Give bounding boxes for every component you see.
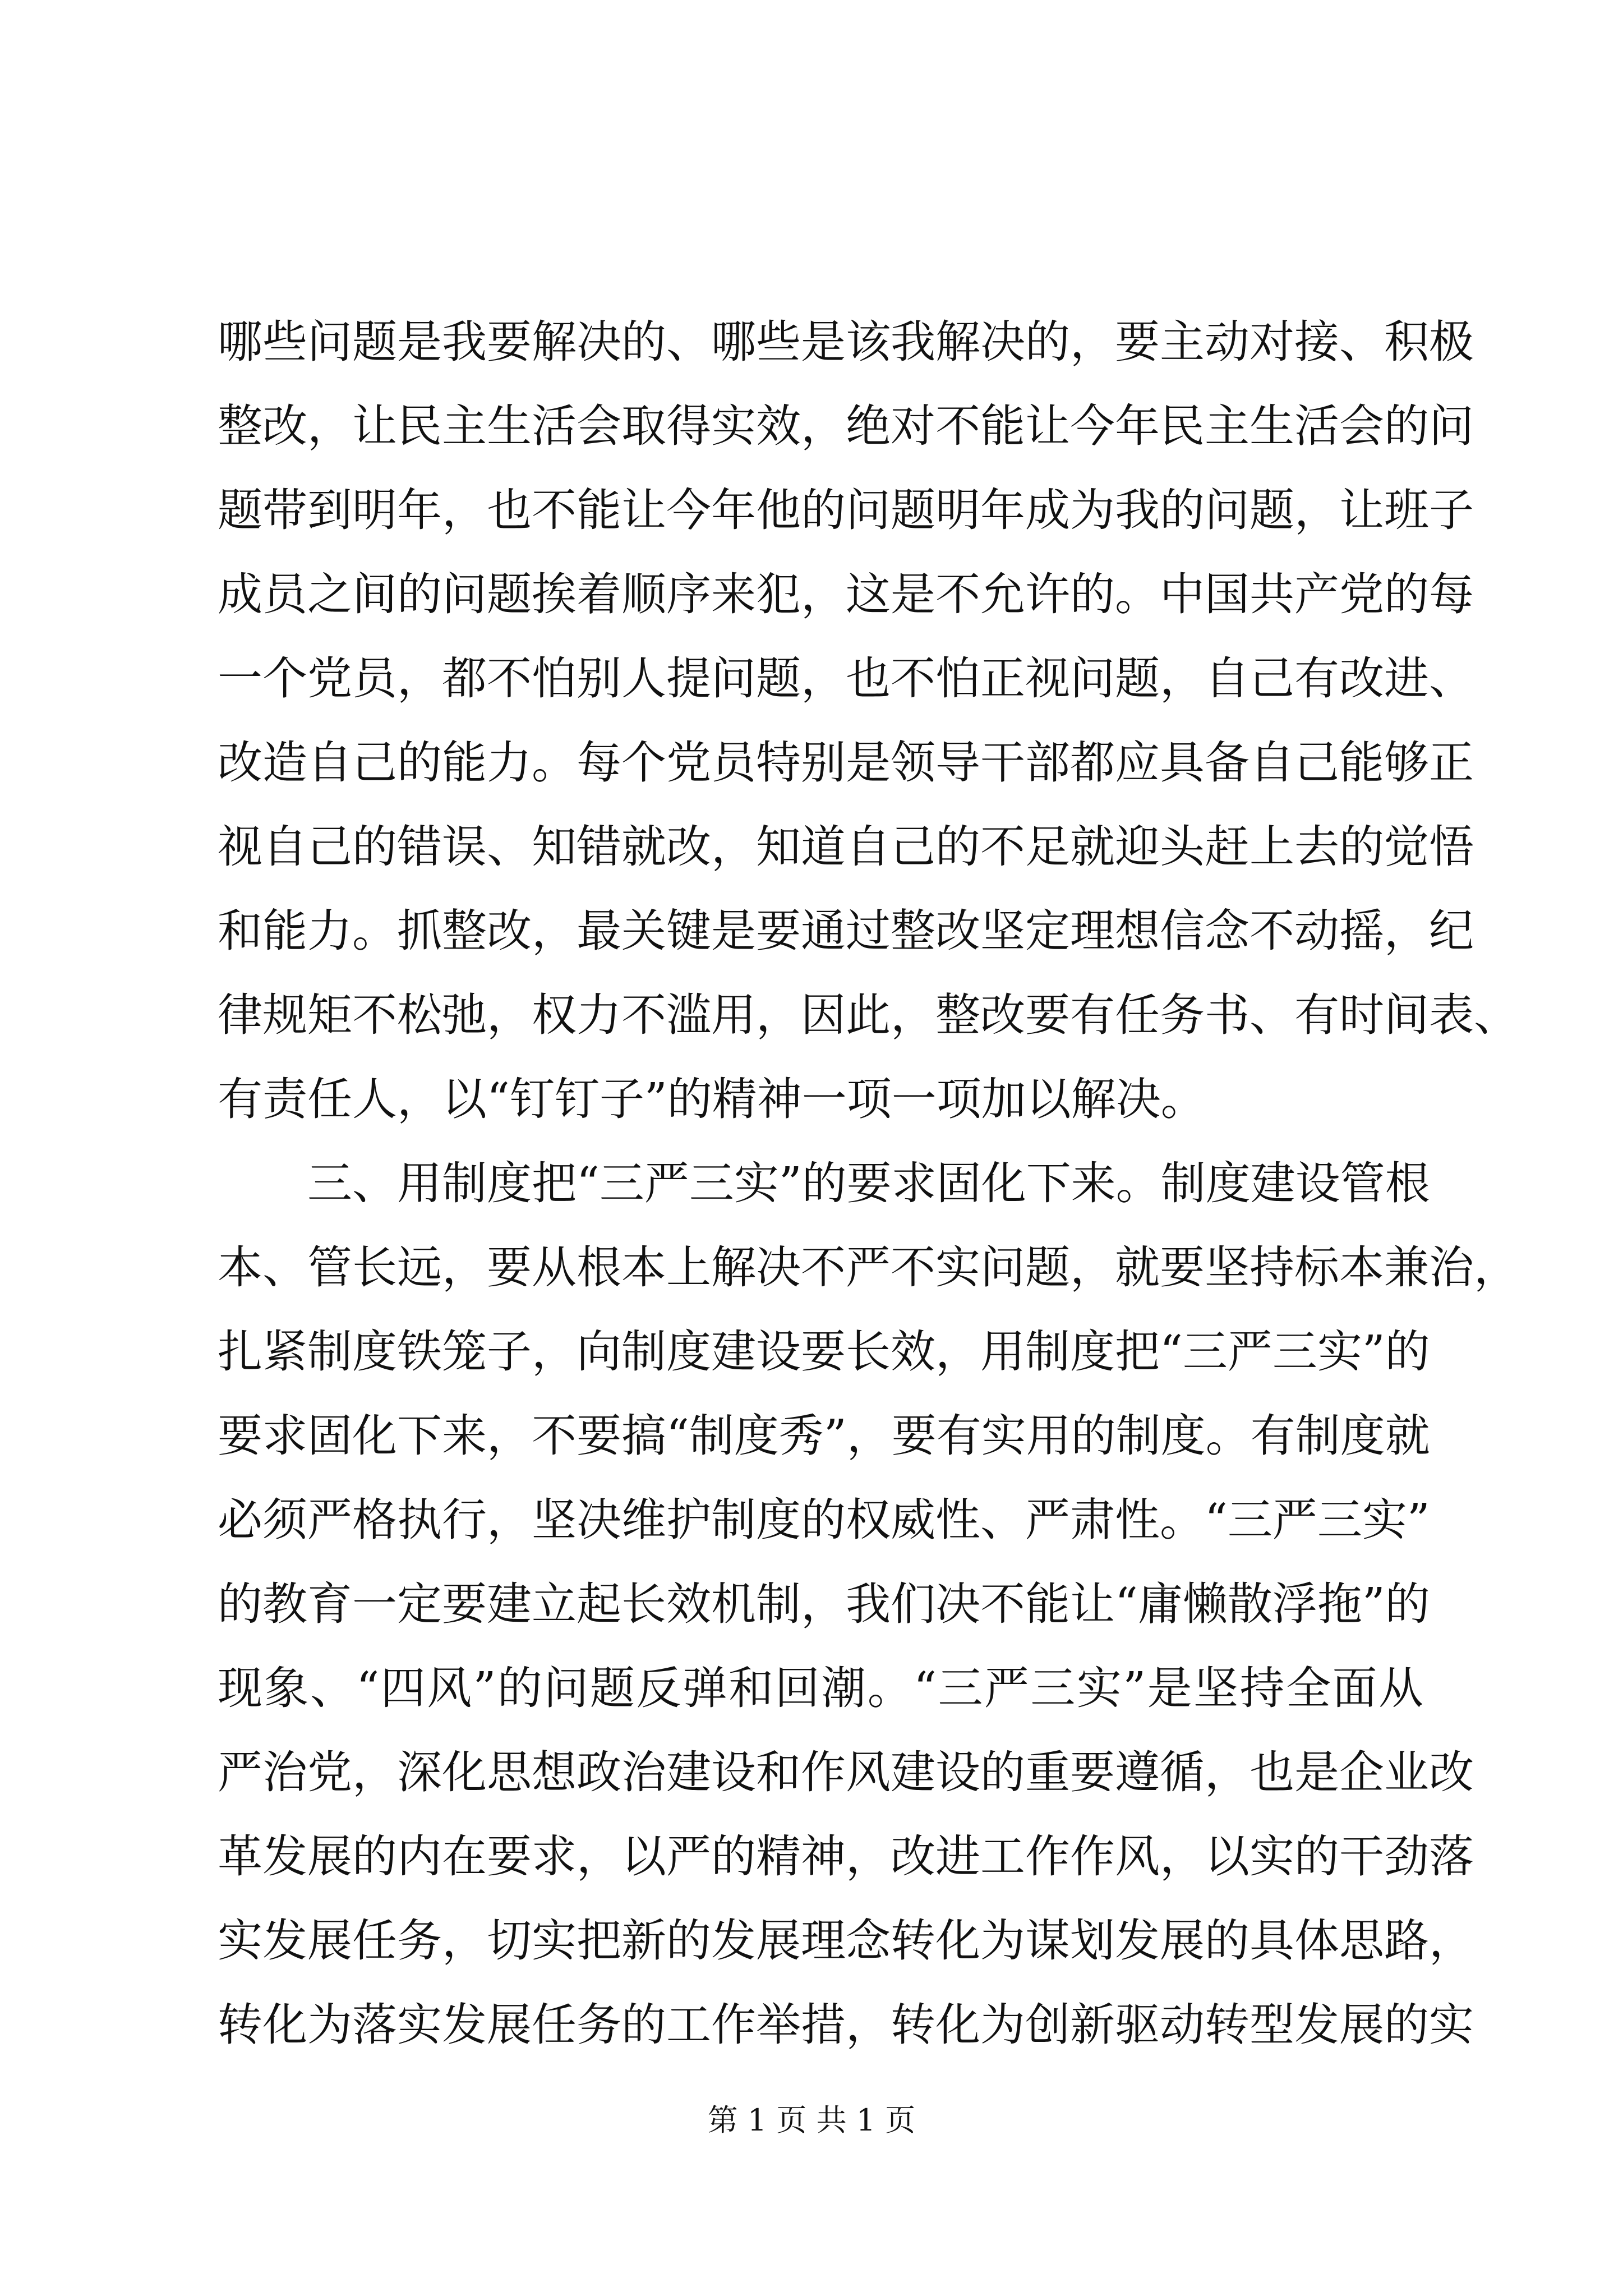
text-line: 实发展任务，切实把新的发展理念转化为谋划发展的具体思路，: [218, 1915, 1474, 1967]
text-line: 的教育一定要建立起长效机制，我们决不能让“庸懒散浮拖”的: [218, 1578, 1430, 1630]
text-line: 题带到明年，也不能让今年他的问题明年成为我的问题，让班子: [218, 484, 1474, 536]
text-line: 改造自己的能力。每个党员特别是领导干部都应具备自己能够正: [218, 737, 1474, 789]
page-number-footer: 第 1 页 共 1 页: [707, 2102, 916, 2138]
text-line: 整改，让民主生活会取得实效，绝对不能让今年民主生活会的问: [218, 400, 1474, 452]
text-line: 本、管长远，要从根本上解决不严不实问题，就要坚持标本兼治，: [218, 1241, 1519, 1294]
text-line: 哪些问题是我要解决的、哪些是该我解决的，要主动对接、积极: [218, 316, 1474, 368]
section-heading-line: 三、用制度把“三严三实”的要求固化下来。制度建设管根: [218, 1157, 1430, 1209]
text-line: 革发展的内在要求，以严的精神，改进工作作风，以实的干劲落: [218, 1830, 1474, 1883]
text-line: 成员之间的问题挨着顺序来犯，这是不允许的。中国共产党的每: [218, 568, 1474, 620]
document-body: [218, 300, 1519, 2067]
text-line: 要求固化下来，不要搞“制度秀”，要有实用的制度。有制度就: [218, 1410, 1430, 1462]
text-line: 严治党，深化思想政治建设和作风建设的重要遵循，也是企业改: [218, 1746, 1474, 1798]
text-line: 律规矩不松弛，权力不滥用，因此，整改要有任务书、有时间表、: [218, 989, 1519, 1041]
text-line: 视自己的错误、知错就改，知道自己的不足就迎头赶上去的觉悟: [218, 821, 1474, 873]
text-line: 有责任人，以“钉钉子”的精神一项一项加以解决。: [218, 1073, 1206, 1125]
text-line: 转化为落实发展任务的工作举措，转化为创新驱动转型发展的实: [218, 1999, 1474, 2051]
text-line: 必须严格执行，坚决维护制度的权威性、严肃性。“三严三实”: [218, 1494, 1430, 1546]
text-line: 现象、“四风”的问题反弹和回潮。“三严三实”是坚持全面从: [218, 1662, 1423, 1714]
text-line: 和能力。抓整改，最关键是要通过整改坚定理想信念不动摇，纪: [218, 905, 1474, 957]
text-line: 一个党员，都不怕别人提问题，也不怕正视问题，自己有改进、: [218, 652, 1474, 705]
text-line: 扎紧制度铁笼子，向制度建设要长效，用制度把“三严三实”的: [218, 1326, 1430, 1378]
